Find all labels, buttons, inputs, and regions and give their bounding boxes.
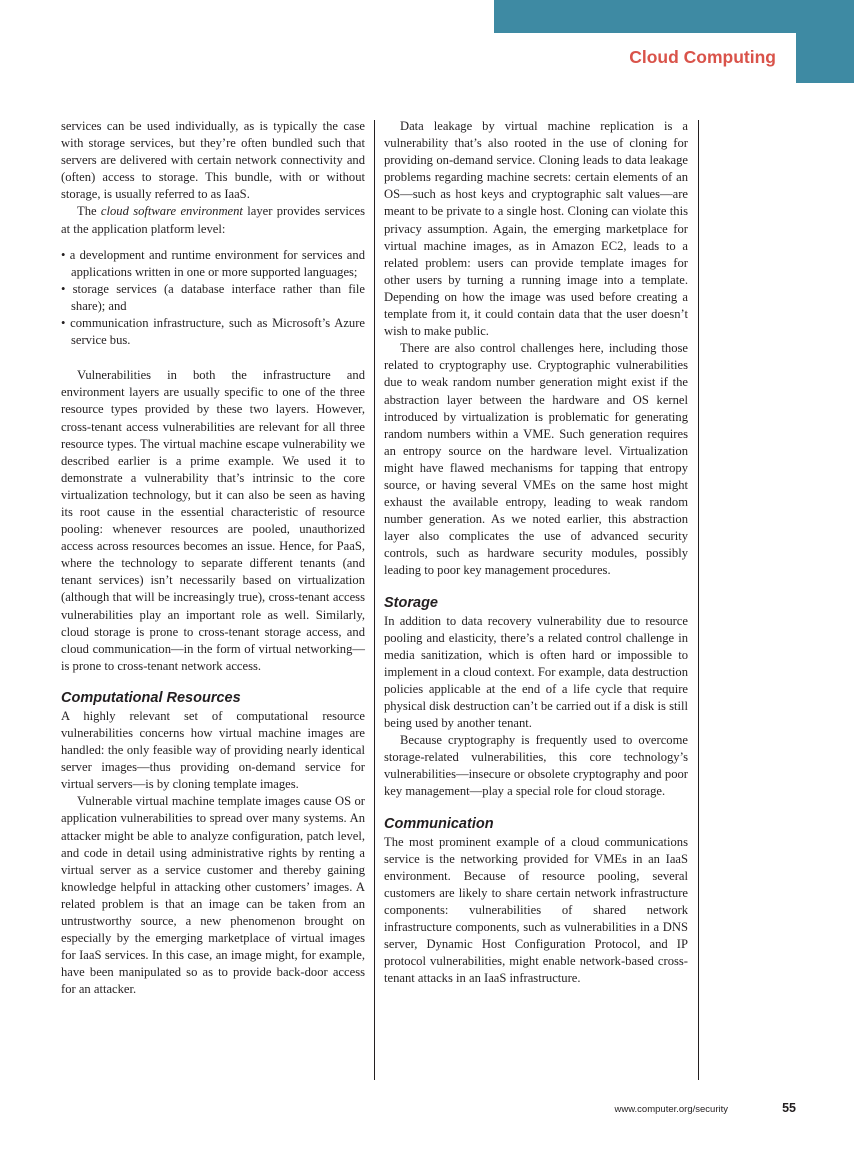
paragraph: services can be used individually, as is typically the case with storage services, but they’re often bundled such that servers are delivered with certain network connectivity and (often) access to storage. This bundle, with or without storage, is usually referred to as IaaS. (61, 119, 365, 202)
header-tab-edge (796, 0, 854, 83)
list-item: • a development and runtime environment for services and applications written in one or more supported languages; (61, 247, 365, 281)
list-item: • communication infrastructure, such as Microsoft’s Azure service bus. (61, 315, 365, 349)
right-column (384, 118, 688, 987)
paragraph: Because cryptography is frequently used to overcome storage-related vulnerabilities, this core technology’s vulnerabilities—insecure or obsolete cryptography and poor key management—play a special role for cloud storage. (384, 733, 688, 799)
page-number: 55 (782, 1101, 796, 1115)
bullet-list (61, 247, 365, 350)
paragraph: In addition to data recovery vulnerability due to resource pooling and elasticity, there’s a related control challenge in media sanitization, which is often hard or impossible to implement in a cloud context. For example, data destruction policies applicable at the end of a life cycle that require physical disk destruction can’t be carried out if a disk is still being used by another tenant. (384, 613, 688, 731)
emphasis-term: cloud software environment (100, 204, 243, 219)
list-item: • storage services (a database interface rather than file share); and (61, 281, 365, 315)
paragraph: Vulnerabilities in both the infrastructure and environment layers are usually specific to one of the three resource types provided by these two layers. However, cross-tenant access vulnerabilities are relevant for all three resource types. The virtual machine escape vulnerability we described earlier is a prime example. We used it to demonstrate a vulnerability that’s intrinsic to the core virtualization technology, but it can also be seen as having its root cause in the essential characteristic of resource pooling: whenever resources are pooled, unauthorized access across resources becomes an issue. Hence, for PaaS, where the technology to separate different tenants (and tenant services) isn’t necessarily based on virtualization (although that will be increasingly true), cross-tenant access vulnerabilities play an important role as well. Similarly, cloud storage is prone to cross-tenant storage access, and cloud communication—in the form of virtual networking—is prone to cross-tenant network access. (61, 368, 365, 673)
column-rule (374, 120, 375, 1080)
paragraph: There are also control challenges here, including those related to cryptography use. Cryptographic vulnerabilities due to weak random number generation might exist if the abstraction layer between the hardware and OS kernel introduced by virtualization is problematic for generating random numbers within a VME. Such generation requires an entropy source on the hardware level. Virtualization might have flawed mechanisms for tapping that entropy source, or having several VMEs on the same host might exhaust the available entropy, leading to weak random number generation. As we noted earlier, this abstraction layer also complicates the use of advanced security controls, such as hardware security modules, possibly leading to poor key management procedures. (384, 341, 688, 578)
column-rule-right (698, 120, 699, 1080)
subheading-computational-resources: Computational Resources (61, 689, 241, 706)
footer-url: www.computer.org/security (614, 1104, 728, 1115)
paragraph: A highly relevant set of computational resource vulnerabilities concerns how virtual machine images are handled: the only feasible way of providing nearly identical server images—thus providing on-demand service for virtual servers—is by cloning template images. (61, 708, 365, 792)
left-column (61, 118, 365, 999)
paragraph: The most prominent example of a cloud communications service is the networking provided for VMEs in an IaaS environment. Because of resource pooling, several customers are likely to share certain network infrastructure components: vulnerabilities of shared network infrastructure components, such as vulnerabilities in a DNS server, Dynamic Host Configuration Protocol, and IP protocol vulnerabilities, might enable network-based cross-tenant attacks in an IaaS infrastructure. (384, 834, 688, 986)
section-title: Cloud Computing (629, 47, 776, 67)
paragraph: Data leakage by virtual machine replication is a vulnerability that’s also rooted in the use of cloning for providing on-demand service. Cloning leads to data leakage problems regarding machine secrets: certain elements of an OS—such as host keys and cryptographic salt values—are meant to be private to a single host. Cloning can violate this privacy assumption. Again, the emerging marketplace for virtual machine images, as in Amazon EC2, leads to a related problem: users can provide template images for other users by turning a running image into a template. Depending on how the image was used before creating a template from it, it could contain data that the user doesn’t wish to make public. (384, 119, 688, 339)
subheading-communication: Communication (384, 815, 494, 832)
paragraph: Vulnerable virtual machine template images cause OS or application vulnerabilities to spread over many systems. An attacker might be able to analyze configuration, patch level, and code in detail using administrative rights by renting a virtual server as a service customer and thereby gaining knowledge helpful in attacking other customers’ images. A related problem is that an image can be taken from an untrustworthy source, a new phenomenon brought on especially by the emerging marketplace of virtual images for IaaS services. In this case, an image might, for example, have been manipulated so as to provide back-door access for an attacker. (61, 794, 365, 997)
paragraph: The cloud software environment layer provides services at the application platform level: (61, 204, 365, 236)
subheading-storage: Storage (384, 594, 438, 611)
